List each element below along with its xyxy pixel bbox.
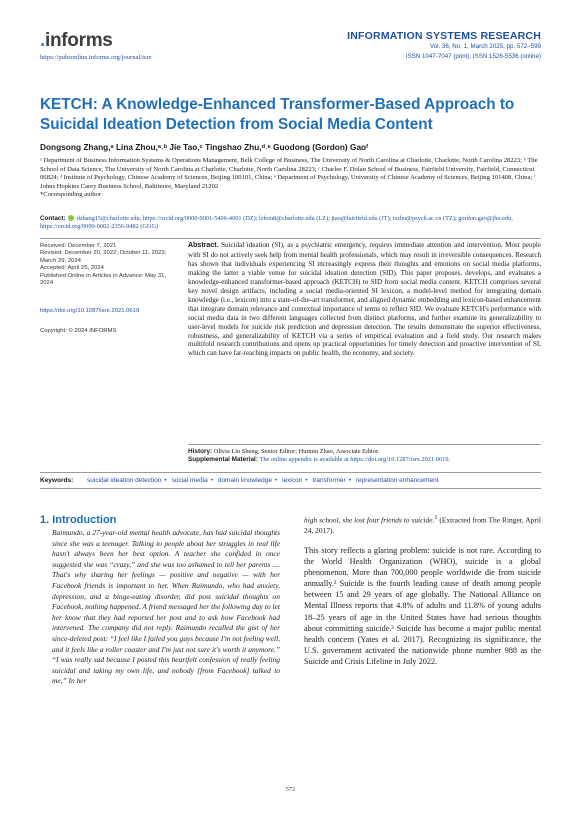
volume-line: Vol. 36, No. 1, March 2025, pp. 572–599 <box>429 43 541 50</box>
keyword-2[interactable]: domain knowledge <box>217 477 273 484</box>
supplemental-text[interactable]: The online appendix is available at https://doi.org/10.1287/isre.2021.0619. <box>259 456 451 464</box>
author-list: Dongsong Zhang,ᵃ Lina Zhou,ᵃ˒ᵇ Jie Tao,ᶜ Tingshao Zhu,ᵈ˒ᵉ Guodong (Gordon) Gaoᶠ <box>40 142 369 152</box>
contact-label: Contact: <box>40 215 66 222</box>
journal-header <box>40 26 541 66</box>
section-heading: 1. Introduction <box>40 514 117 526</box>
keyword-5[interactable]: representation enhancement <box>355 477 439 484</box>
divider-top <box>40 238 541 239</box>
keywords-label: Keywords: <box>40 477 74 484</box>
history <box>188 448 541 465</box>
journal-url-link[interactable]: https://pubsonline.informs.org/journal/isre <box>40 54 152 61</box>
journal-title: INFORMATION SYSTEMS RESEARCH <box>347 30 541 42</box>
accepted-date: Accepted: April 25, 2024 <box>40 265 104 272</box>
divider-keywords-bottom <box>40 488 541 489</box>
journal-info <box>347 30 541 61</box>
keywords: Keywords: suicidal ideation detection • social media • domain knowledge • lexicon • transformer • representation enhancement <box>40 477 439 484</box>
quote-source: (Extracted from The Ringer, April 24, 2017). <box>304 515 541 536</box>
revised-date: Revised: December 20, 2022; October 11, 2023; March 29, 2024 <box>40 250 167 264</box>
keyword-1[interactable]: social media <box>171 477 208 484</box>
divider-keywords-top <box>40 472 541 473</box>
supplemental-label: Supplemental Material: <box>188 456 258 464</box>
history-label: History: <box>188 448 213 455</box>
keyword-0[interactable]: suicidal ideation detection <box>87 477 162 484</box>
divider-history <box>188 444 541 445</box>
orcid-icon <box>68 215 74 221</box>
affiliations <box>40 157 541 200</box>
intro-body: This story reflects a glaring problem: suicide is not rare. According to the World Health Organization (WHO), suicide is a global phenomenon. More than 700,000 people worldwide die from suicide annually.² Suicide is the fourth leading cause of death among people between 15 and 29 years of age globally. The National Alliance on Mental Illness reports that 4.8% of adults and 11.8% of young adults 18–25 years of age in the United States have had serious thoughts about committing suicide.³ Suicide has become a major public mental health concern (Yates et al. 2017). Recognizing its significance, the U.S. government activated the nationwide phone number 988 as the Suicide and Crisis Lifeline in July 2022. <box>304 546 541 666</box>
keyword-4[interactable]: transformer <box>312 477 346 484</box>
informs-logo[interactable]: .informs <box>40 30 113 51</box>
quote-end: high school, she lost four friends to suicide. <box>304 515 435 525</box>
issn-line: ISSN 1047-7047 (print), ISSN 1526-5536 (online) <box>405 52 541 60</box>
article-dates <box>40 243 180 335</box>
abstract-text: Suicidal ideation (SI), as a psychiatric emergency, requires immediate attention and intervention. Most people with SI do not actively seek help from mental health professionals, which may result in irreversible consequences. Research has shown that individuals experiencing SI increasingly express their thoughts and emotions on social media platforms, making the latter a viable venue for suicidal ideation detection (SID). This paper proposes, develops, and evaluates a knowledge-enhanced transformer-based approach (KETCH) to SID from social media content. KETCH comprises several key novel design artifacts, including a social media-oriented SI lexicon, a model-level method for integrating domain knowledge (i.e., lexicon) into a state-of-the-art transformer, and aligned dynamic embedding and lexicon-based enhancement that integrate domain relevance and contextual importance of terms to reflect SID. We evaluate KETCH's performance with social media data in two different languages collected from distinct platforms, and further examine its generalizability to user-level models for suicide risk prediction and depression detection. The results demonstrate the superior effectiveness, robustness, and generalizability of KETCH via a series of empirical evaluation and a field study. Our research makes multifold research contributions and opens up practical opportunities for timely detection and proactive intervention of SI, which can have far-reaching impacts on public health, the economy, and society. <box>188 241 541 358</box>
published-date: Published Online in Articles in Advance: May 31, 2024 <box>40 272 167 287</box>
copyright: Copyright: © 2024 INFORMS <box>40 327 117 334</box>
doi-link[interactable]: https://doi.org/10.1287/isre.2021.0619 <box>40 308 140 315</box>
corresponding-note: *Corresponding author <box>40 191 101 199</box>
received-date: Received: December 7, 2021 <box>40 243 117 249</box>
affiliation-text: ᵃ Department of Business Information Systems & Operations Management, Belk College of Business, The University of North Carolina at Charlotte, Charlotte, North Carolina 28223; ᵇ The School of Data Science, The University of North Carolina at Charlotte, Charlotte, North Carolina 28223; ᶜ Charles F. Dolan School of Business, Fairfield University, Fairfield, Connecticut 06824; ᵈ Institute of Psychology, Chinese Academy of Sciences, Beijing 100101, China; ᵉ Department of Psychology, University of Chinese Academy of Sciences, Beijing 101408, China; ᶠ Johns Hopkins Carey Business School, Baltimore, Maryland 21202 <box>40 157 538 190</box>
abstract <box>188 241 541 358</box>
abstract-label: Abstract. <box>188 242 219 249</box>
intro-quote-left: Raimundo, a 27-year-old mental health advocate, has had suicidal thoughts since she was a teenager. Talking to people about her struggles in real life hasn't always been her best option. A teacher she confided in once suggested she was “crazy,” and she was too ashamed to tell her parents .... That's why sharing her feelings — positive and negative — with her Facebook friends is important to her. When Raimundo, who had anxiety, depression, and a binge-eating disorder, did post suicidal thoughts on Facebook, nothing happened. A friend messaged her the following day to let her know that they had reported her post and to ask how Facebook had intervened. The company did not reply. Raimundo recalled the gist of her since-deleted post: “I feel like I failed you guys because I'm not feeling well, and it feels like a roller coaster and I'm just not sure it's worth it anymore.” “I was really sad because I posted this heartfelt confession of really feeling suicidal and taking my own life, and nobody [from Facebook] talked to me,” In her <box>52 528 280 686</box>
page-number: 572 <box>285 786 296 793</box>
keyword-3[interactable]: lexicon <box>282 477 303 484</box>
intro-quote-right: high school, she lost four friends to suicide.$^1$ (Extracted from The Ringer, April 24, 2017). <box>304 514 541 536</box>
contact-info <box>40 215 541 232</box>
contact-text[interactable]: dzhang15@charlotte.edu, https://orcid.org/0000-0001-5406-4601 (DZ); lzhou8@charlotte.edu (LZ); jtao@fairfield.edu (JT); tszhu@psych.ac.cn (TZ); gordon.gao@jhu.edu, https://orcid.org/0000-0002-2356-9482 (GGG) <box>40 215 513 231</box>
history-text: Olivia Liu Sheng, Senior Editor; Huimin Zhao, Associate Editor. <box>213 448 380 455</box>
article-title: KETCH: A Knowledge-Enhanced Transformer-Based Approach to Suicidal Ideation Detection from Social Media Content <box>40 96 515 133</box>
